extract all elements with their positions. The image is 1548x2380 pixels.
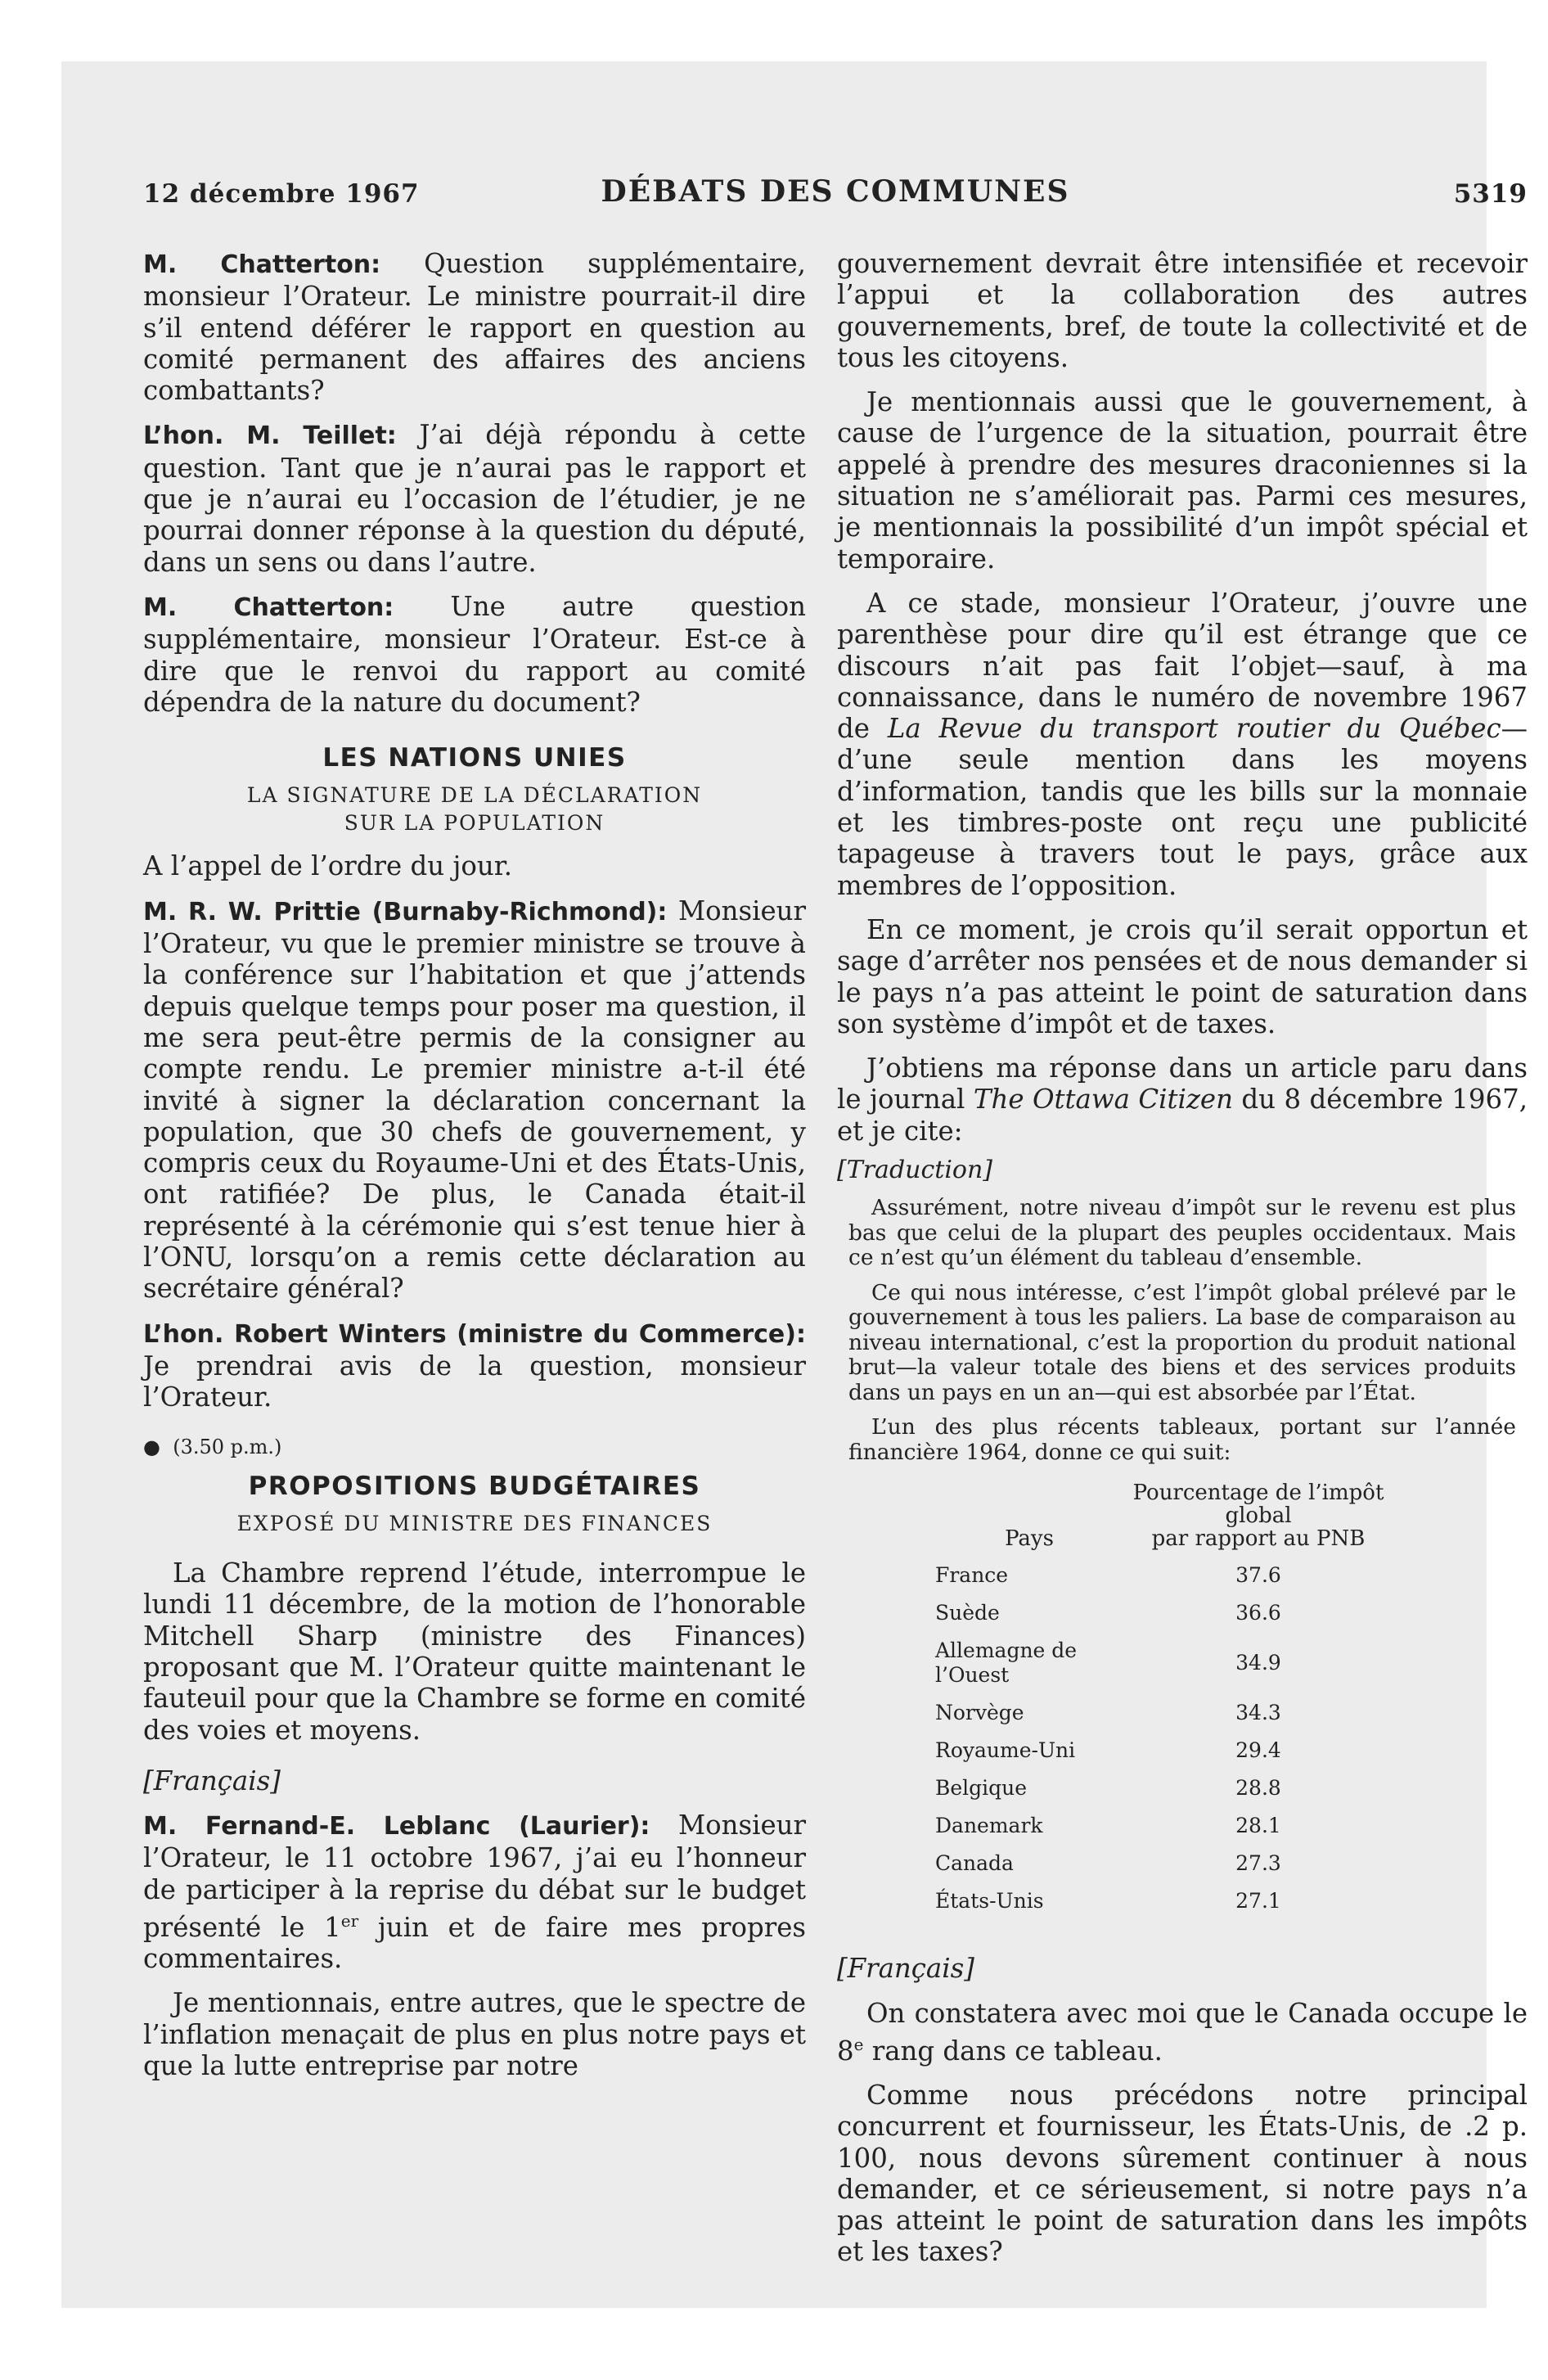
table-row bbox=[935, 1882, 1393, 1920]
subheading-budget: EXPOSÉ DU MINISTRE DES FINANCES bbox=[236, 1512, 713, 1536]
paragraph-motion: La Chambre reprend l’étude, interrompue le lundi 11 décembre, de la motion de l’honorable Mitchell Sharp (ministre des Finances) proposant que M. l’Orateur quitte maintenant le fauteuil pour que la Chambre se forme en comité des voies et moyens. bbox=[143, 1557, 806, 1746]
header-date: 12 décembre 1967 bbox=[143, 179, 420, 209]
paragraph-text: A ce stade, monsieur l’Orateur, j’ouvre une parenthèse pour dire qu’il est étrange que ce discours n’ait pas fait l’objet—sauf, à ma connaissance, dans le numéro de novembre 1967 de bbox=[837, 587, 1528, 745]
country-cell: Suède bbox=[935, 1601, 1000, 1625]
paragraph-gov-support: gouvernement devrait être intensifiée et recevoir l’appui et la collaboration des autres gouvernements, bref, de toute la collectivité et de tous les citoyens. bbox=[837, 248, 1528, 373]
value-cell: 28.8 bbox=[1235, 1776, 1281, 1801]
table-row bbox=[935, 1632, 1393, 1694]
country-cell: Royaume-Uni bbox=[935, 1738, 1076, 1763]
country-cell: Belgique bbox=[935, 1776, 1028, 1801]
paragraph-text: Monsieur l’Orateur, vu que le premier ministre se trouve à la conférence sur l’habitation et que j’attends depuis quelque temps pour poser ma question, il me sera peut-être permis de la consigner au compte rendu. Le premier ministre a-t-il été invité à signer la déclaration concernant la population, que 30 chefs de gouvernement, y compris ceux du Royaume-Uni et des États-Unis, ont ratifiée? De plus, le Canada était-il représenté à la cérémonie qui s’est tenue hier à l’ONU, lorsqu’on a remis cette déclaration au secrétaire général? bbox=[143, 895, 806, 1305]
table-row bbox=[935, 1769, 1393, 1807]
country-cell: France bbox=[935, 1563, 1009, 1588]
country-cell: Danemark bbox=[935, 1814, 1043, 1838]
paragraph-text: juin et de faire mes propres commentaires. bbox=[143, 1911, 806, 1975]
tax-table bbox=[935, 1475, 1393, 1920]
quote-paragraph-1: Assurément, notre niveau d’impôt sur le revenu est plus bas que celui de la plupart des peuples occidentaux. Mais ce n’est qu’un élément du tableau d’ensemble. bbox=[848, 1195, 1516, 1271]
paragraph-inflation: Je mentionnais, entre autres, que le spectre de l’inflation menaçait de plus en plus notre pays et que la lutte entreprise par notre bbox=[143, 1987, 806, 2082]
superscript: e bbox=[853, 2034, 864, 2054]
paragraph-text: Je prendrai avis de la question, monsieur l’Orateur. bbox=[143, 1350, 806, 1413]
paragraph-saturation: En ce moment, je crois qu’il serait opportun et sage d’arrêter nos pensées et de nous demander si le pays n’a pas atteint le point de saturation dans son système d’impôt et de taxes. bbox=[837, 913, 1528, 1039]
header-line: par rapport au PNB bbox=[1151, 1526, 1366, 1552]
paragraph-text: J’ai déjà répondu à cette question. Tant que je n’aurai pas le rapport et que je n’aurai eu l’occasion de l’étudier, je ne pourrai donner réponse à la question du député, dans un sens ou dans l’autre. bbox=[143, 419, 806, 578]
paragraph-text: Une autre question supplémentaire, monsieur l’Orateur. Est-ce à dire que le renvoi du rapport au comité dépendra de la nature du document? bbox=[143, 590, 806, 718]
table-row bbox=[935, 1694, 1393, 1732]
paragraph-parenthesis bbox=[837, 588, 1528, 901]
speaker-name: M. Fernand-E. Leblanc (Laurier): bbox=[143, 1812, 650, 1841]
paragraph-chatterton-2 bbox=[143, 591, 806, 718]
timestamp-text: (3.50 p.m.) bbox=[173, 1435, 282, 1458]
paragraph-draconian: Je mentionnais aussi que le gouvernement, à cause de l’urgence de la situation, pourrait être appelé à prendre des mesures draconiennes si la situation ne s’améliorait pas. Parmi ces mesures, je mentionnais la possibilité d’un impôt spécial et temporaire. bbox=[837, 386, 1528, 575]
speaker-name: M. Chatterton: bbox=[143, 593, 394, 622]
language-tag: [Français] bbox=[143, 1765, 281, 1796]
quote-paragraph-2: Ce qui nous intéresse, c’est l’impôt global prélevé par le gouvernement à tous les paliers. La base de comparaison au niveau international, c’est la proportion du produit national brut—la valeur totale des biens et des services produits dans un pays en un an—qui est absorbée par l’État. bbox=[848, 1279, 1516, 1405]
paragraph-text: —d’une seule mention dans les moyens d’information, tandis que les bills sur la monnaie et les timbres-poste ont reçu une publicité tapageuse à travers tout le pays, grâce aux membres de l’opposition. bbox=[837, 713, 1528, 901]
country-cell: Allemagne de l’Ouest bbox=[935, 1639, 1078, 1688]
country-cell: Norvège bbox=[935, 1701, 1024, 1725]
table-row bbox=[935, 1594, 1393, 1632]
language-tag: [Français] bbox=[837, 1953, 974, 1985]
paragraph-text: du 8 décembre 1967, et je cite: bbox=[837, 1084, 1528, 1147]
header-line: Pourcentage de l’impôt global bbox=[1132, 1481, 1384, 1529]
speaker-name: M. Chatterton: bbox=[143, 250, 381, 279]
paragraph-competitor: Comme nous précédons notre principal concurrent et fournisseur, les États-Unis, de .2 p. 100, nous devons sûrement continuer à nous demander, et ce sérieusement, si notre pays n’a pas atteint le point de saturation dans les impôts et les taxes? bbox=[837, 2080, 1528, 2268]
page-header bbox=[143, 174, 1528, 215]
paragraph-text: Monsieur l’Orateur, le 11 octobre 1967, j’ai eu l’honneur de participer à la reprise du débat sur le budget présenté le 1 bbox=[143, 1810, 806, 1943]
subheading-un-1: LA SIGNATURE DE LA DÉCLARATION bbox=[246, 783, 703, 808]
paragraph-chatterton-1 bbox=[143, 248, 806, 406]
section-heading-un: LES NATIONS UNIES bbox=[322, 743, 627, 773]
timestamp bbox=[143, 1431, 806, 1463]
paragraph-text: J’obtiens ma réponse dans un article paru dans le journal bbox=[837, 1053, 1528, 1116]
paragraph-text: On constatera avec moi que le Canada occupe le 8 bbox=[837, 1997, 1528, 2067]
paragraph-text: rang dans ce tableau. bbox=[863, 2035, 1163, 2067]
paragraph-citizen bbox=[837, 1053, 1528, 1147]
subheading-un-2: SUR LA POPULATION bbox=[344, 811, 605, 836]
left-column bbox=[143, 248, 806, 2081]
section-heading-budget: PROPOSITIONS BUDGÉTAIRES bbox=[248, 1471, 701, 1501]
table-header-row bbox=[935, 1475, 1393, 1557]
paragraph-rank bbox=[837, 1998, 1528, 2067]
value-cell: 37.6 bbox=[1235, 1563, 1281, 1588]
value-cell: 34.3 bbox=[1235, 1701, 1281, 1725]
value-cell: 28.1 bbox=[1235, 1814, 1281, 1838]
right-column bbox=[837, 248, 1528, 2268]
superscript: er bbox=[340, 1911, 359, 1931]
page-number: 5319 bbox=[1453, 179, 1528, 209]
table-row bbox=[935, 1845, 1393, 1882]
value-cell: 27.1 bbox=[1235, 1889, 1281, 1913]
value-cell: 29.4 bbox=[1235, 1738, 1281, 1763]
newspaper-title: The Ottawa Citizen bbox=[973, 1084, 1233, 1116]
value-cell: 34.9 bbox=[1235, 1651, 1281, 1675]
speaker-name: L’hon. M. Teillet: bbox=[143, 421, 397, 451]
publication-title: La Revue du transport routier du Québec bbox=[887, 713, 1501, 745]
scanned-page bbox=[61, 61, 1528, 2308]
country-cell: États-Unis bbox=[935, 1889, 1044, 1913]
translation-tag: [Traduction] bbox=[837, 1156, 993, 1185]
table-row bbox=[935, 1807, 1393, 1845]
bullet-icon: ● bbox=[143, 1435, 173, 1458]
table-header-country: Pays bbox=[1005, 1526, 1054, 1552]
speaker-name: M. R. W. Prittie (Burnaby-Richmond): bbox=[143, 897, 668, 926]
header-title: DÉBATS DES COMMUNES bbox=[601, 174, 1070, 209]
paragraph-winters bbox=[143, 1318, 806, 1413]
quote-paragraph-3: L’un des plus récents tableaux, portant sur l’année financière 1964, donne ce qui suit: bbox=[848, 1414, 1516, 1465]
table-header-value bbox=[1123, 1475, 1393, 1557]
paragraph-teillet bbox=[143, 419, 806, 577]
speaker-name: L’hon. Robert Winters (ministre du Commerce): bbox=[143, 1319, 806, 1349]
order-of-day: A l’appel de l’ordre du jour. bbox=[143, 850, 512, 882]
country-cell: Canada bbox=[935, 1851, 1014, 1876]
table-row bbox=[935, 1557, 1393, 1594]
paragraph-text: Question supplémentaire, monsieur l’Orateur. Le ministre pourrait-il dire s’il entend déférer le rapport en question au comité permanent des affaires des anciens combattants? bbox=[143, 248, 806, 407]
table-row bbox=[935, 1732, 1393, 1769]
paragraph-prittie bbox=[143, 895, 806, 1305]
value-cell: 27.3 bbox=[1235, 1851, 1281, 1876]
value-cell: 36.6 bbox=[1235, 1601, 1281, 1625]
paragraph-leblanc bbox=[143, 1810, 806, 1974]
